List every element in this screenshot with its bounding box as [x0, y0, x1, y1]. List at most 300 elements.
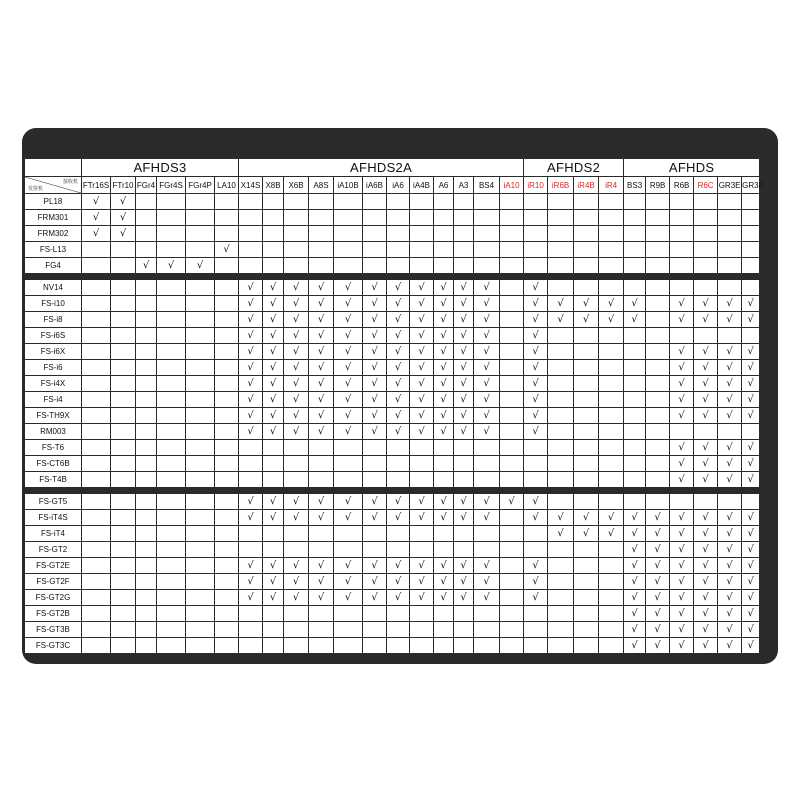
- compatibility-cell: [363, 226, 387, 242]
- compatibility-cell: [524, 226, 548, 242]
- compatibility-cell: [624, 258, 646, 274]
- compatibility-cell: [646, 210, 670, 226]
- compatibility-cell: [387, 494, 410, 510]
- compatibility-cell: [363, 456, 387, 472]
- compatibility-cell: [215, 328, 239, 344]
- compatibility-cell: [309, 258, 334, 274]
- check-mark-icon: √: [483, 346, 490, 357]
- check-mark-icon: √: [440, 576, 447, 587]
- receiver-header-r6c: R6C: [694, 177, 718, 194]
- protocol-header-afhds2a: AFHDS2A: [239, 159, 524, 177]
- compatibility-cell: [284, 558, 309, 574]
- check-mark-icon: √: [142, 260, 150, 271]
- check-mark-icon: √: [631, 576, 638, 587]
- compatibility-cell: [387, 258, 410, 274]
- compatibility-cell: [694, 312, 718, 328]
- compatibility-cell: [624, 408, 646, 424]
- check-mark-icon: √: [508, 496, 515, 507]
- compatibility-cell: [524, 210, 548, 226]
- compatibility-cell: [474, 258, 500, 274]
- compatibility-cell: [111, 558, 136, 574]
- compatibility-cell: [186, 226, 215, 242]
- compatibility-cell: [524, 258, 548, 274]
- compatibility-cell: [410, 296, 434, 312]
- compatibility-cell: [215, 590, 239, 606]
- compatibility-cell: [694, 606, 718, 622]
- compatibility-cell: [718, 408, 742, 424]
- compatibility-cell: [82, 242, 111, 258]
- compatibility-cell: [548, 226, 574, 242]
- transmitter-row-fs-i4: [25, 392, 760, 408]
- compatibility-cell: [574, 296, 599, 312]
- compatibility-cell: [263, 424, 284, 440]
- check-mark-icon: √: [702, 576, 709, 587]
- check-mark-icon: √: [702, 528, 709, 539]
- compatibility-cell: [263, 242, 284, 258]
- check-mark-icon: √: [483, 298, 490, 309]
- compatibility-cell: [239, 210, 263, 226]
- check-mark-icon: √: [371, 362, 378, 373]
- check-mark-icon: √: [678, 474, 685, 485]
- compatibility-cell: [574, 280, 599, 296]
- compatibility-cell: [215, 376, 239, 392]
- compatibility-cell: [574, 558, 599, 574]
- transmitter-name: FS-i4X: [25, 376, 82, 392]
- check-mark-icon: √: [317, 378, 325, 389]
- compatibility-cell: [500, 312, 524, 328]
- check-mark-icon: √: [483, 512, 490, 523]
- compatibility-cell: [574, 606, 599, 622]
- compatibility-cell: [157, 258, 186, 274]
- compatibility-cell: [670, 622, 694, 638]
- check-mark-icon: √: [654, 576, 661, 587]
- transmitter-row-fs-th9x: [25, 408, 760, 424]
- check-mark-icon: √: [702, 298, 709, 309]
- compatibility-cell: [239, 296, 263, 312]
- compatibility-cell: [387, 408, 410, 424]
- compatibility-cell: [742, 542, 760, 558]
- compatibility-cell: [82, 376, 111, 392]
- compatibility-cell: [474, 312, 500, 328]
- compatibility-cell: [157, 456, 186, 472]
- compatibility-cell: [574, 360, 599, 376]
- compatibility-cell: [434, 360, 454, 376]
- compatibility-cell: [410, 210, 434, 226]
- compatibility-cell: [111, 542, 136, 558]
- compatibility-cell: [410, 226, 434, 242]
- compatibility-cell: [718, 226, 742, 242]
- check-mark-icon: √: [483, 592, 490, 603]
- check-mark-icon: √: [532, 576, 539, 587]
- compatibility-cell: [574, 408, 599, 424]
- compatibility-cell: [186, 638, 215, 654]
- compatibility-cell: [309, 376, 334, 392]
- compatibility-cell: [742, 440, 760, 456]
- check-mark-icon: √: [483, 426, 490, 437]
- compatibility-cell: [548, 456, 574, 472]
- compatibility-cell: [434, 392, 454, 408]
- compatibility-cell: [239, 226, 263, 242]
- compatibility-cell: [111, 360, 136, 376]
- transmitter-row-fs-gt2f: [25, 574, 760, 590]
- compatibility-cell: [334, 226, 363, 242]
- compatibility-cell: [718, 392, 742, 408]
- check-mark-icon: √: [532, 592, 539, 603]
- compatibility-cell: [694, 344, 718, 360]
- transmitter-name: FS-i10: [25, 296, 82, 312]
- compatibility-cell: [363, 408, 387, 424]
- compatibility-cell: [215, 638, 239, 654]
- check-mark-icon: √: [726, 544, 733, 555]
- compatibility-cell: [157, 590, 186, 606]
- compatibility-cell: [263, 280, 284, 296]
- compatibility-cell: [624, 296, 646, 312]
- compatibility-cell: [136, 606, 157, 622]
- compatibility-cell: [82, 226, 111, 242]
- compatibility-cell: [670, 328, 694, 344]
- compatibility-cell: [434, 280, 454, 296]
- check-mark-icon: √: [119, 212, 127, 223]
- compatibility-cell: [157, 526, 186, 542]
- check-mark-icon: √: [631, 528, 638, 539]
- compatibility-cell: [309, 242, 334, 258]
- compatibility-cell: [646, 194, 670, 210]
- check-mark-icon: √: [269, 378, 277, 389]
- receiver-header-r6b: R6B: [670, 177, 694, 194]
- compatibility-cell: [574, 622, 599, 638]
- transmitter-row-fs-gt2b: [25, 606, 760, 622]
- compatibility-cell: [500, 574, 524, 590]
- compatibility-cell: [599, 638, 624, 654]
- compatibility-cell: [111, 376, 136, 392]
- compatibility-cell: [599, 456, 624, 472]
- receiver-header-a3: A3: [454, 177, 474, 194]
- check-mark-icon: √: [247, 576, 254, 587]
- compatibility-cell: [387, 574, 410, 590]
- check-mark-icon: √: [440, 362, 447, 373]
- compatibility-cell: [624, 424, 646, 440]
- check-mark-icon: √: [483, 394, 490, 405]
- check-mark-icon: √: [418, 330, 425, 341]
- compatibility-cell: [387, 440, 410, 456]
- compatibility-cell: [599, 242, 624, 258]
- compatibility-cell: [284, 408, 309, 424]
- check-mark-icon: √: [460, 560, 467, 571]
- compatibility-cell: [186, 194, 215, 210]
- compatibility-cell: [624, 194, 646, 210]
- compatibility-cell: [500, 606, 524, 622]
- compatibility-cell: [215, 296, 239, 312]
- compatibility-cell: [548, 296, 574, 312]
- check-mark-icon: √: [269, 592, 277, 603]
- compatibility-cell: [599, 344, 624, 360]
- compatibility-cell: [434, 526, 454, 542]
- check-mark-icon: √: [269, 394, 277, 405]
- compatibility-cell: [574, 376, 599, 392]
- receiver-header-ir4b: iR4B: [574, 177, 599, 194]
- compatibility-cell: [646, 258, 670, 274]
- compatibility-cell: [524, 574, 548, 590]
- compatibility-cell: [363, 590, 387, 606]
- compatibility-cell: [82, 472, 111, 488]
- compatibility-cell: [82, 408, 111, 424]
- compatibility-cell: [742, 574, 760, 590]
- transmitter-name: FS-GT5: [25, 494, 82, 510]
- compatibility-cell: [694, 494, 718, 510]
- check-mark-icon: √: [726, 298, 733, 309]
- transmitter-row-fs-i10: [25, 296, 760, 312]
- compatibility-cell: [263, 494, 284, 510]
- check-mark-icon: √: [418, 362, 425, 373]
- check-mark-icon: √: [747, 394, 754, 405]
- compatibility-cell: [263, 194, 284, 210]
- compatibility-cell: [82, 210, 111, 226]
- compatibility-cell: [474, 392, 500, 408]
- compatibility-cell: [574, 542, 599, 558]
- compatibility-cell: [136, 242, 157, 258]
- compatibility-cell: [363, 296, 387, 312]
- compatibility-cell: [309, 312, 334, 328]
- compatibility-cell: [363, 472, 387, 488]
- compatibility-cell: [263, 328, 284, 344]
- transmitter-name: FS-iT4S: [25, 510, 82, 526]
- compatibility-cell: [574, 574, 599, 590]
- compatibility-cell: [186, 210, 215, 226]
- transmitter-name: FS-TH9X: [25, 408, 82, 424]
- check-mark-icon: √: [483, 560, 490, 571]
- compatibility-cell: [136, 424, 157, 440]
- compatibility-cell: [239, 242, 263, 258]
- compatibility-cell: [410, 242, 434, 258]
- compatibility-cell: [670, 542, 694, 558]
- compatibility-cell: [309, 456, 334, 472]
- compatibility-cell: [524, 392, 548, 408]
- check-mark-icon: √: [678, 640, 685, 651]
- check-mark-icon: √: [726, 458, 733, 469]
- check-mark-icon: √: [532, 346, 539, 357]
- check-mark-icon: √: [371, 560, 378, 571]
- compatibility-cell: [215, 494, 239, 510]
- compatibility-cell: [548, 424, 574, 440]
- compatibility-cell: [599, 296, 624, 312]
- compatibility-cell: [136, 194, 157, 210]
- compatibility-cell: [474, 376, 500, 392]
- compatibility-cell: [599, 312, 624, 328]
- compatibility-cell: [82, 590, 111, 606]
- compatibility-cell: [434, 494, 454, 510]
- check-mark-icon: √: [702, 442, 709, 453]
- compatibility-cell: [82, 296, 111, 312]
- compatibility-cell: [434, 242, 454, 258]
- check-mark-icon: √: [582, 314, 590, 325]
- compatibility-cell: [309, 408, 334, 424]
- check-mark-icon: √: [317, 426, 325, 437]
- compatibility-cell: [670, 472, 694, 488]
- compatibility-cell: [215, 312, 239, 328]
- compatibility-cell: [309, 226, 334, 242]
- compatibility-cell: [82, 344, 111, 360]
- compatibility-cell: [646, 456, 670, 472]
- check-mark-icon: √: [292, 410, 300, 421]
- check-mark-icon: √: [747, 442, 754, 453]
- compatibility-cell: [157, 408, 186, 424]
- compatibility-cell: [157, 328, 186, 344]
- check-mark-icon: √: [678, 394, 685, 405]
- compatibility-cell: [500, 526, 524, 542]
- transmitter-row-fs-ct6b: [25, 456, 760, 472]
- compatibility-cell: [363, 510, 387, 526]
- compatibility-cell: [500, 408, 524, 424]
- compatibility-cell: [670, 376, 694, 392]
- check-mark-icon: √: [371, 298, 378, 309]
- header-blank-cell: [25, 159, 82, 177]
- transmitter-name: FS-iT4: [25, 526, 82, 542]
- compatibility-cell: [111, 280, 136, 296]
- check-mark-icon: √: [269, 314, 277, 325]
- compatibility-cell: [157, 472, 186, 488]
- compatibility-cell: [239, 392, 263, 408]
- compatibility-cell: [718, 360, 742, 376]
- compatibility-cell: [548, 574, 574, 590]
- receiver-header-fgr4p: FGr4P: [186, 177, 215, 194]
- compatibility-cell: [334, 590, 363, 606]
- compatibility-cell: [742, 392, 760, 408]
- compatibility-cell: [599, 258, 624, 274]
- compatibility-cell: [157, 210, 186, 226]
- compatibility-cell: [334, 312, 363, 328]
- compatibility-cell: [387, 622, 410, 638]
- compatibility-cell: [309, 574, 334, 590]
- compatibility-cell: [524, 344, 548, 360]
- compatibility-cell: [500, 194, 524, 210]
- compatibility-cell: [670, 574, 694, 590]
- check-mark-icon: √: [460, 282, 467, 293]
- compatibility-cell: [524, 526, 548, 542]
- compatibility-cell: [718, 456, 742, 472]
- compatibility-cell: [646, 360, 670, 376]
- compatibility-cell: [263, 376, 284, 392]
- compatibility-cell: [215, 360, 239, 376]
- check-mark-icon: √: [702, 410, 709, 421]
- compatibility-cell: [263, 210, 284, 226]
- check-mark-icon: √: [726, 346, 733, 357]
- compatibility-cell: [694, 408, 718, 424]
- compatibility-cell: [500, 472, 524, 488]
- compatibility-cell: [387, 344, 410, 360]
- compatibility-cell: [136, 494, 157, 510]
- compatibility-cell: [646, 392, 670, 408]
- transmitter-row-fs-it4: [25, 526, 760, 542]
- compatibility-cell: [136, 280, 157, 296]
- receiver-header-r9b: R9B: [646, 177, 670, 194]
- transmitter-name: FS-CT6B: [25, 456, 82, 472]
- compatibility-cell: [474, 494, 500, 510]
- receiver-header-fgr4s: FGr4S: [157, 177, 186, 194]
- check-mark-icon: √: [247, 496, 254, 507]
- compatibility-cell: [136, 472, 157, 488]
- compatibility-cell: [742, 328, 760, 344]
- compatibility-cell: [670, 526, 694, 542]
- compatibility-cell: [309, 542, 334, 558]
- compatibility-cell: [215, 440, 239, 456]
- compatibility-cell: [215, 472, 239, 488]
- compatibility-cell: [82, 280, 111, 296]
- check-mark-icon: √: [631, 592, 638, 603]
- check-mark-icon: √: [247, 362, 254, 373]
- check-mark-icon: √: [317, 362, 325, 373]
- compatibility-cell: [111, 606, 136, 622]
- compatibility-cell: [718, 312, 742, 328]
- compatibility-cell: [239, 590, 263, 606]
- compatibility-cell: [574, 392, 599, 408]
- compatibility-cell: [309, 210, 334, 226]
- compatibility-cell: [157, 392, 186, 408]
- receiver-header-ir10: iR10: [524, 177, 548, 194]
- transmitter-name: FS-i4: [25, 392, 82, 408]
- compatibility-cell: [363, 526, 387, 542]
- compatibility-cell: [624, 360, 646, 376]
- compatibility-cell: [186, 542, 215, 558]
- compatibility-cell: [624, 590, 646, 606]
- compatibility-cell: [574, 424, 599, 440]
- check-mark-icon: √: [269, 362, 277, 373]
- compatibility-cell: [410, 328, 434, 344]
- compatibility-cell: [334, 494, 363, 510]
- compatibility-cell: [434, 408, 454, 424]
- check-mark-icon: √: [394, 330, 402, 341]
- compatibility-cell: [157, 376, 186, 392]
- compatibility-cell: [263, 258, 284, 274]
- compatibility-cell: [309, 590, 334, 606]
- compatibility-cell: [363, 360, 387, 376]
- compatibility-cell: [718, 440, 742, 456]
- compatibility-cell: [186, 440, 215, 456]
- compatibility-cell: [410, 542, 434, 558]
- check-mark-icon: √: [317, 592, 325, 603]
- compatibility-cell: [434, 328, 454, 344]
- check-mark-icon: √: [440, 282, 447, 293]
- check-mark-icon: √: [292, 576, 300, 587]
- compatibility-cell: [239, 494, 263, 510]
- compatibility-cell: [599, 472, 624, 488]
- compatibility-cell: [309, 440, 334, 456]
- check-mark-icon: √: [223, 244, 230, 255]
- compatibility-cell: [263, 440, 284, 456]
- compatibility-cell: [742, 606, 760, 622]
- receiver-header-la10: LA10: [215, 177, 239, 194]
- check-mark-icon: √: [292, 426, 300, 437]
- compatibility-cell: [263, 622, 284, 638]
- compatibility-cell: [574, 510, 599, 526]
- compatibility-cell: [718, 574, 742, 590]
- check-mark-icon: √: [532, 410, 539, 421]
- check-mark-icon: √: [726, 608, 733, 619]
- compatibility-cell: [363, 312, 387, 328]
- check-mark-icon: √: [292, 592, 300, 603]
- compatibility-cell: [434, 456, 454, 472]
- compatibility-cell: [334, 296, 363, 312]
- compatibility-cell: [624, 574, 646, 590]
- check-mark-icon: √: [460, 496, 467, 507]
- compatibility-cell: [136, 328, 157, 344]
- compatibility-cell: [524, 510, 548, 526]
- check-mark-icon: √: [726, 410, 733, 421]
- compatibility-cell: [454, 226, 474, 242]
- compatibility-cell: [454, 408, 474, 424]
- compatibility-cell: [718, 542, 742, 558]
- transmitter-name: RM003: [25, 424, 82, 440]
- compatibility-cell: [284, 510, 309, 526]
